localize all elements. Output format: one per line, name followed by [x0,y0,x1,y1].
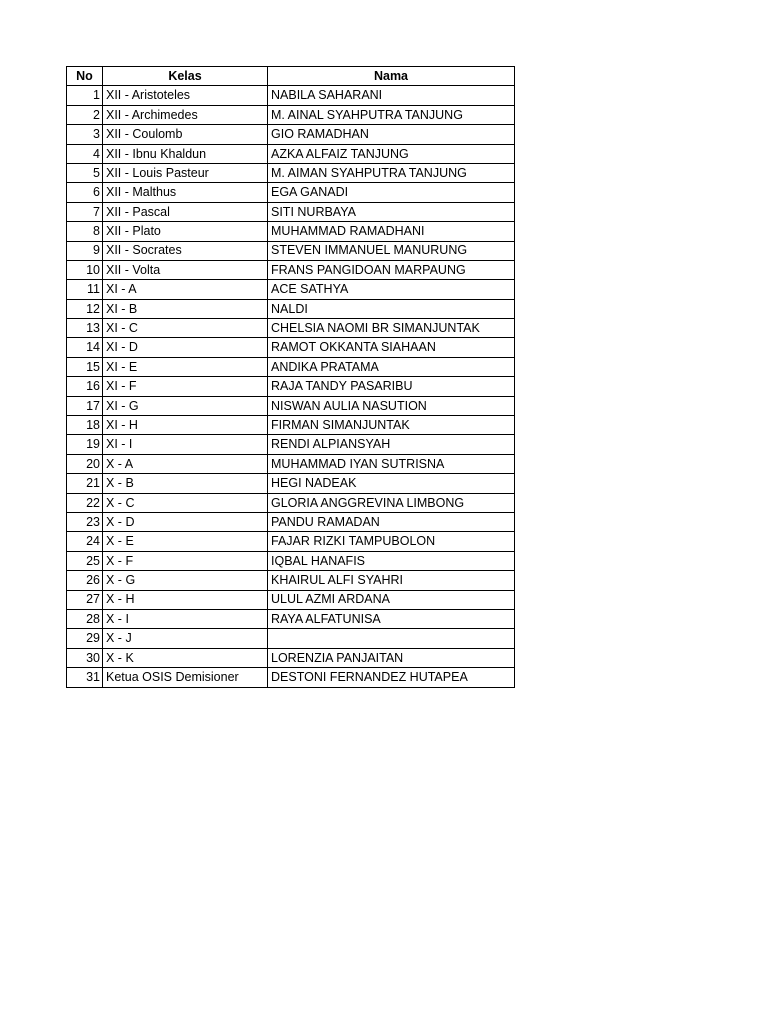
table-row [67,668,515,687]
cell-kelas: XII - Socrates [103,241,268,260]
cell-kelas: XI - C [103,319,268,338]
cell-kelas: XI - H [103,416,268,435]
cell-nama: MUHAMMAD IYAN SUTRISNA [268,454,515,473]
cell-nama: RAJA TANDY PASARIBU [268,377,515,396]
cell-kelas: XI - D [103,338,268,357]
cell-kelas: XII - Aristoteles [103,86,268,105]
cell-nama: AZKA ALFAIZ TANJUNG [268,144,515,163]
cell-no: 1 [67,86,103,105]
table-row [67,280,515,299]
cell-kelas: XII - Archimedes [103,105,268,124]
cell-no: 21 [67,474,103,493]
cell-no: 4 [67,144,103,163]
cell-kelas: X - J [103,629,268,648]
header-no: No [67,67,103,86]
cell-no: 20 [67,454,103,473]
cell-kelas: XII - Coulomb [103,125,268,144]
cell-nama: NABILA SAHARANI [268,86,515,105]
table-row [67,144,515,163]
cell-no: 30 [67,648,103,667]
cell-nama: ACE SATHYA [268,280,515,299]
cell-no: 11 [67,280,103,299]
cell-no: 27 [67,590,103,609]
cell-no: 12 [67,299,103,318]
cell-no: 16 [67,377,103,396]
cell-nama: ULUL AZMI ARDANA [268,590,515,609]
table-row [67,648,515,667]
cell-nama: RENDI ALPIANSYAH [268,435,515,454]
table-row [67,532,515,551]
table-row [67,551,515,570]
table-row [67,86,515,105]
table-row [67,222,515,241]
cell-kelas: XII - Volta [103,260,268,279]
cell-nama: PANDU RAMADAN [268,512,515,531]
cell-nama [268,629,515,648]
cell-no: 2 [67,105,103,124]
table-row [67,493,515,512]
header-kelas: Kelas [103,67,268,86]
table-row [67,202,515,221]
cell-no: 17 [67,396,103,415]
cell-kelas: XII - Ibnu Khaldun [103,144,268,163]
cell-no: 5 [67,163,103,182]
cell-nama: M. AINAL SYAHPUTRA TANJUNG [268,105,515,124]
cell-nama: ANDIKA PRATAMA [268,357,515,376]
table-row [67,396,515,415]
cell-no: 25 [67,551,103,570]
cell-kelas: XI - I [103,435,268,454]
cell-no: 19 [67,435,103,454]
table-row [67,183,515,202]
cell-no: 14 [67,338,103,357]
cell-nama: HEGI NADEAK [268,474,515,493]
cell-kelas: XI - F [103,377,268,396]
table-row [67,125,515,144]
table-row [67,319,515,338]
cell-nama: FIRMAN SIMANJUNTAK [268,416,515,435]
cell-nama: NALDI [268,299,515,318]
cell-no: 24 [67,532,103,551]
cell-nama: SITI NURBAYA [268,202,515,221]
cell-nama: GLORIA ANGGREVINA LIMBONG [268,493,515,512]
table-row [67,609,515,628]
student-table [66,66,515,688]
cell-no: 15 [67,357,103,376]
cell-no: 13 [67,319,103,338]
cell-kelas: XII - Pascal [103,202,268,221]
cell-nama: IQBAL HANAFIS [268,551,515,570]
table-row [67,357,515,376]
cell-kelas: Ketua OSIS Demisioner [103,668,268,687]
table-row [67,163,515,182]
cell-nama: STEVEN IMMANUEL MANURUNG [268,241,515,260]
table-row [67,299,515,318]
table-row [67,512,515,531]
cell-nama: GIO RAMADHAN [268,125,515,144]
table-row [67,435,515,454]
cell-nama: CHELSIA NAOMI BR SIMANJUNTAK [268,319,515,338]
cell-kelas: X - B [103,474,268,493]
header-nama: Nama [268,67,515,86]
table-header [67,67,515,86]
cell-kelas: X - H [103,590,268,609]
cell-nama: RAMOT OKKANTA SIAHAAN [268,338,515,357]
cell-kelas: XII - Plato [103,222,268,241]
cell-no: 3 [67,125,103,144]
table-row [67,590,515,609]
cell-nama: DESTONI FERNANDEZ HUTAPEA [268,668,515,687]
table-row [67,629,515,648]
cell-kelas: X - K [103,648,268,667]
cell-no: 10 [67,260,103,279]
cell-kelas: X - I [103,609,268,628]
table-row [67,260,515,279]
cell-nama: LORENZIA PANJAITAN [268,648,515,667]
cell-no: 18 [67,416,103,435]
table-row [67,474,515,493]
cell-nama: NISWAN AULIA NASUTION [268,396,515,415]
table-row [67,571,515,590]
cell-no: 28 [67,609,103,628]
cell-no: 9 [67,241,103,260]
cell-nama: FRANS PANGIDOAN MARPAUNG [268,260,515,279]
cell-kelas: X - G [103,571,268,590]
cell-nama: EGA GANADI [268,183,515,202]
cell-no: 6 [67,183,103,202]
cell-nama: FAJAR RIZKI TAMPUBOLON [268,532,515,551]
cell-kelas: XI - G [103,396,268,415]
cell-kelas: XI - E [103,357,268,376]
cell-no: 23 [67,512,103,531]
cell-kelas: X - A [103,454,268,473]
cell-no: 8 [67,222,103,241]
table-row [67,241,515,260]
cell-kelas: X - D [103,512,268,531]
cell-nama: KHAIRUL ALFI SYAHRI [268,571,515,590]
cell-no: 31 [67,668,103,687]
table-row [67,377,515,396]
cell-nama: MUHAMMAD RAMADHANI [268,222,515,241]
cell-nama: RAYA ALFATUNISA [268,609,515,628]
table-row [67,105,515,124]
header-row [67,67,515,86]
cell-kelas: XII - Malthus [103,183,268,202]
cell-no: 26 [67,571,103,590]
table-row [67,416,515,435]
table-row [67,454,515,473]
cell-no: 7 [67,202,103,221]
cell-nama: M. AIMAN SYAHPUTRA TANJUNG [268,163,515,182]
table-body [67,86,515,687]
cell-kelas: XI - B [103,299,268,318]
cell-kelas: X - E [103,532,268,551]
cell-no: 29 [67,629,103,648]
cell-kelas: X - C [103,493,268,512]
cell-kelas: XI - A [103,280,268,299]
cell-kelas: XII - Louis Pasteur [103,163,268,182]
table-row [67,338,515,357]
cell-no: 22 [67,493,103,512]
cell-kelas: X - F [103,551,268,570]
